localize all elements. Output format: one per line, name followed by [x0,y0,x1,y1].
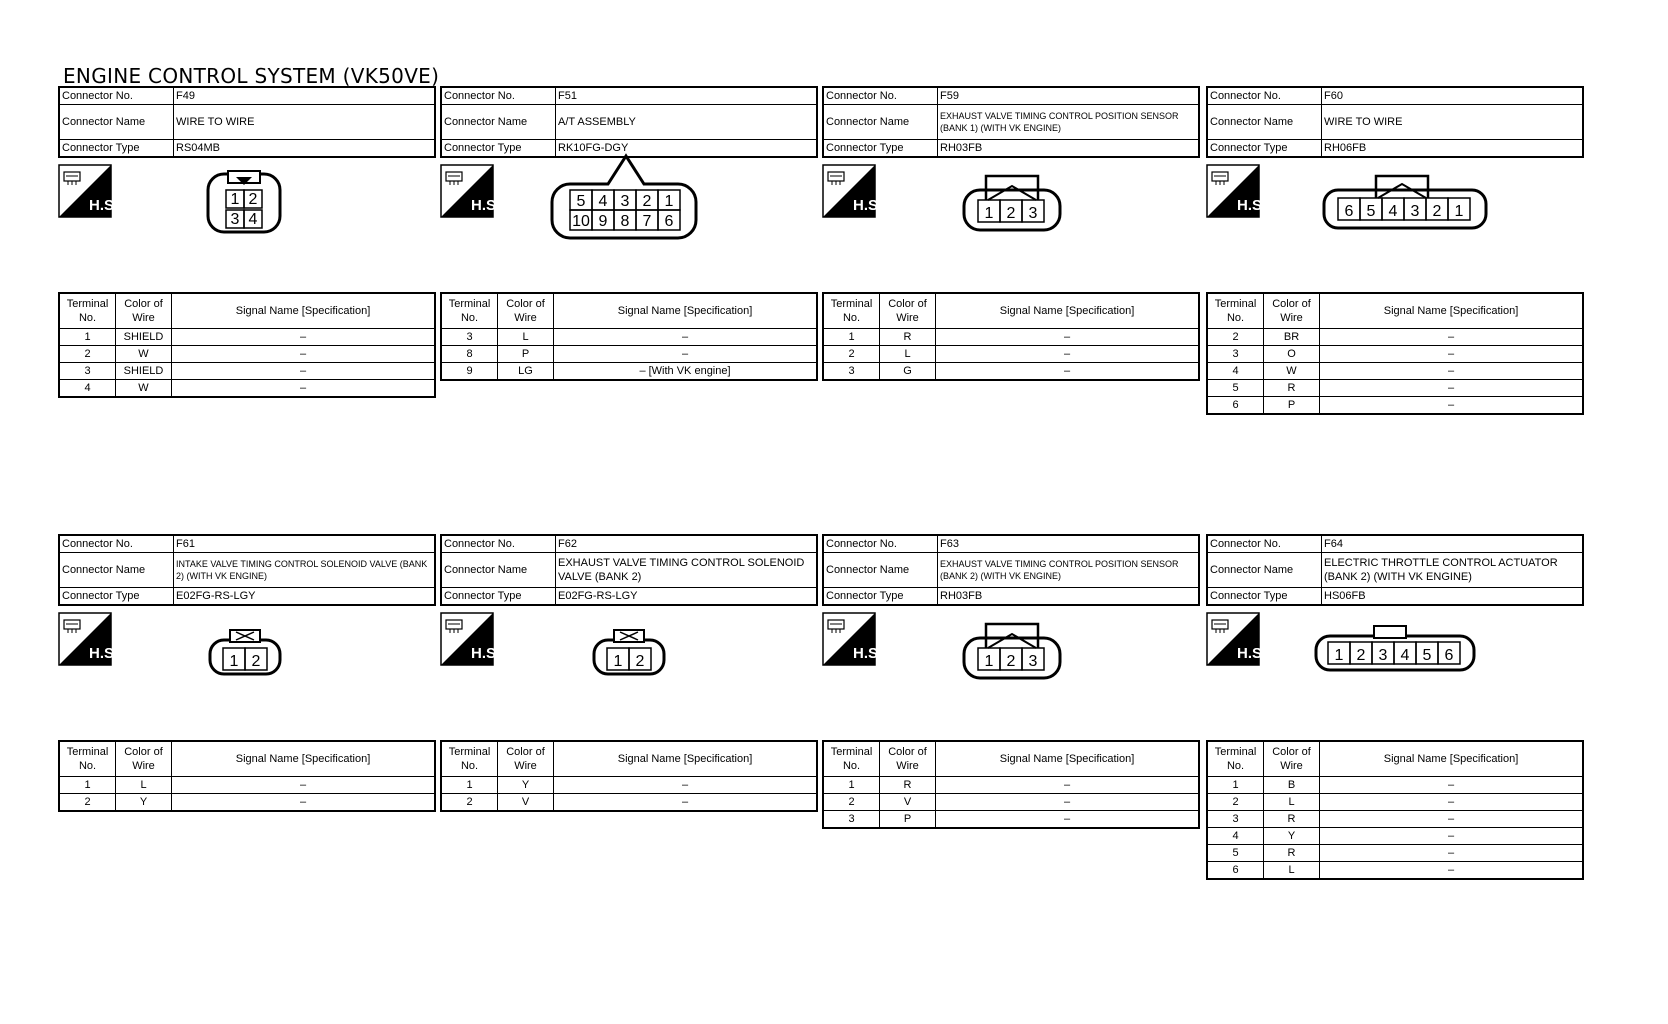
terminal-no-header: Terminal No. [823,741,880,777]
wire-color: L [1264,862,1320,880]
terminal-no: 3 [823,363,880,381]
connector-diagram [206,168,282,238]
signal-name: – [172,363,436,380]
wire-color: W [116,346,172,363]
hs-label: H.S. [853,197,883,214]
connector-type-label: Connector Type [1207,588,1322,606]
connector-type-label: Connector Type [59,140,174,158]
signal-name: – [With VK engine] [554,363,818,381]
wire-color: BR [1264,329,1320,346]
connector-type: RK10FG-DGY [556,140,818,158]
signal-name: – [554,794,818,812]
terminal-no: 6 [1207,862,1264,880]
pin-label: 2 [642,193,652,210]
pin-label: 3 [1028,653,1038,670]
signal-header: Signal Name [Specification] [1320,741,1584,777]
color-header: Color of Wire [116,741,172,777]
terminal-no: 2 [59,346,116,363]
connector-header-table [822,86,1200,158]
pin-label: 3 [1410,203,1420,220]
signal-name: – [1320,828,1584,845]
table-row [441,329,817,346]
harness-side-icon [440,164,501,218]
terminal-no: 4 [1207,363,1264,380]
terminal-no: 3 [1207,346,1264,363]
pin-label: 4 [598,193,608,210]
connector-header-table [58,534,436,606]
terminal-table [58,740,436,812]
connector-no: F59 [938,87,1200,105]
connector-type: E02FG-RS-LGY [556,588,818,606]
connector-name: INTAKE VALVE TIMING CONTROL SOLENOID VALVE (BANK 2) (WITH VK ENGINE) [174,553,436,588]
pin-label: 1 [1334,647,1344,664]
terminal-no-header: Terminal No. [1207,741,1264,777]
terminal-no-header: Terminal No. [441,741,498,777]
wire-color: Y [1264,828,1320,845]
connector-block-f60 [1206,86,1584,411]
signal-name: – [936,794,1200,811]
pin-label: 1 [229,653,239,670]
wire-color: V [498,794,554,812]
connector-type-label: Connector Type [59,588,174,606]
connector-name: WIRE TO WIRE [174,105,436,140]
connector-block-f62 [440,534,818,808]
connector-type-label: Connector Type [441,140,556,158]
terminal-no: 6 [1207,397,1264,415]
connector-header-table [440,534,818,606]
connector-no: F60 [1322,87,1584,105]
color-header: Color of Wire [1264,293,1320,329]
wire-color: W [116,380,172,398]
terminal-table [822,292,1200,381]
pin-label: 1 [984,205,994,222]
connector-diagram [208,626,282,682]
terminal-no: 5 [1207,845,1264,862]
table-row [59,329,435,346]
pin-label: 1 [984,653,994,670]
pin-label: 1 [664,193,674,210]
terminal-no-header: Terminal No. [59,293,116,329]
connector-name-label: Connector Name [1207,105,1322,140]
connector-diagram [962,172,1062,234]
connector-diagram [1320,172,1490,234]
connector-block-f64 [1206,534,1584,876]
hs-label: H.S. [853,645,883,662]
color-header: Color of Wire [1264,741,1320,777]
table-row [441,363,817,381]
connector-name: ELECTRIC THROTTLE CONTROL ACTUATOR (BANK 2) (WITH VK ENGINE) [1322,553,1584,588]
connector-header-table [1206,86,1584,158]
connector-header-table [58,86,436,158]
connector-name-label: Connector Name [59,105,174,140]
connector-no-label: Connector No. [823,87,938,105]
wire-color: L [880,346,936,363]
wire-color: R [1264,811,1320,828]
harness-side-icon [58,612,119,666]
connector-type: HS06FB [1322,588,1584,606]
wire-color: L [498,329,554,346]
harness-side-icon [822,164,883,218]
terminal-table [440,292,818,381]
connector-name: EXHAUST VALVE TIMING CONTROL SOLENOID VALVE (BANK 2) [556,553,818,588]
table-row [823,346,1199,363]
pin-label: 6 [1344,203,1354,220]
pin-label: 1 [613,653,623,670]
connector-diagram [592,626,666,682]
pin-label: 2 [1006,653,1016,670]
signal-name: – [172,380,436,398]
terminal-no: 1 [1207,777,1264,794]
table-row [441,794,817,812]
connector-type: RS04MB [174,140,436,158]
connector-type: E02FG-RS-LGY [174,588,436,606]
connector-header-table [440,86,818,158]
pin-label: 1 [1454,203,1464,220]
pin-label: 5 [1422,647,1432,664]
pin-label: 10 [572,213,590,230]
signal-name: – [936,777,1200,794]
harness-side-icon [1206,612,1267,666]
terminal-no: 2 [441,794,498,812]
signal-name: – [1320,363,1584,380]
terminal-no: 3 [441,329,498,346]
pin-label: 4 [248,211,258,228]
terminal-no: 1 [59,329,116,346]
harness-side-icon [58,164,119,218]
table-row [59,794,435,812]
wire-color: R [1264,380,1320,397]
terminal-no-header: Terminal No. [59,741,116,777]
connector-header-table [1206,534,1584,606]
table-row [1207,380,1583,397]
signal-header: Signal Name [Specification] [172,293,436,329]
connector-no: F61 [174,535,436,553]
signal-name: – [1320,380,1584,397]
connector-block-f59 [822,86,1200,377]
harness-side-icon [822,612,883,666]
connector-name-label: Connector Name [823,553,938,588]
connector-name-label: Connector Name [59,553,174,588]
signal-name: – [172,777,436,794]
connector-no: F63 [938,535,1200,553]
connector-no-label: Connector No. [823,535,938,553]
connector-no: F51 [556,87,818,105]
terminal-no: 2 [59,794,116,812]
terminal-no: 1 [823,777,880,794]
table-row [59,777,435,794]
table-row [1207,828,1583,845]
signal-name: – [936,811,1200,829]
pin-label: 2 [251,653,261,670]
pin-label: 9 [598,213,608,230]
pin-label: 3 [230,211,240,228]
table-row [823,329,1199,346]
connector-header-table [822,534,1200,606]
pin-label: 2 [1006,205,1016,222]
terminal-no-header: Terminal No. [441,293,498,329]
connector-name-label: Connector Name [823,105,938,140]
wire-color: R [1264,845,1320,862]
table-row [1207,845,1583,862]
connector-name: EXHAUST VALVE TIMING CONTROL POSITION SENSOR (BANK 2) (WITH VK ENGINE) [938,553,1200,588]
signal-name: – [1320,862,1584,880]
pin-label: 2 [635,653,645,670]
signal-name: – [1320,811,1584,828]
table-row [1207,811,1583,828]
color-header: Color of Wire [498,293,554,329]
table-row [441,777,817,794]
connector-no: F64 [1322,535,1584,553]
terminal-table [440,740,818,812]
connector-type: RH06FB [1322,140,1584,158]
terminal-no: 3 [1207,811,1264,828]
signal-name: – [172,794,436,812]
signal-header: Signal Name [Specification] [554,293,818,329]
terminal-no: 2 [1207,794,1264,811]
hs-label: H.S. [1237,645,1267,662]
wire-color: Y [116,794,172,812]
table-row [823,777,1199,794]
pin-label: 3 [1028,205,1038,222]
table-row [1207,346,1583,363]
color-header: Color of Wire [116,293,172,329]
table-row [1207,397,1583,415]
hs-label: H.S. [89,645,119,662]
terminal-no: 3 [823,811,880,829]
wire-color: P [498,346,554,363]
terminal-no: 9 [441,363,498,381]
table-row [1207,329,1583,346]
color-header: Color of Wire [880,741,936,777]
connector-name-label: Connector Name [441,553,556,588]
connector-block-f49 [58,86,436,394]
wire-color: SHIELD [116,363,172,380]
wire-color: O [1264,346,1320,363]
wire-color: G [880,363,936,381]
pin-label: 6 [664,213,674,230]
page-title: ENGINE CONTROL SYSTEM (VK50VE) [63,64,440,88]
signal-name: – [1320,794,1584,811]
wire-color: L [1264,794,1320,811]
terminal-no: 4 [1207,828,1264,845]
connector-no-label: Connector No. [1207,87,1322,105]
connector-no-label: Connector No. [441,87,556,105]
table-row [59,363,435,380]
signal-name: – [1320,397,1584,415]
signal-name: – [172,346,436,363]
harness-side-icon [440,612,501,666]
pin-label: 1 [230,191,240,208]
connector-block-f51 [440,86,818,377]
connector-type-label: Connector Type [1207,140,1322,158]
signal-name: – [554,329,818,346]
pin-label: 6 [1444,647,1454,664]
signal-name: – [1320,329,1584,346]
connector-diagram [1312,624,1478,674]
terminal-no-header: Terminal No. [1207,293,1264,329]
terminal-no: 3 [59,363,116,380]
connector-no-label: Connector No. [441,535,556,553]
connector-no: F49 [174,87,436,105]
terminal-no: 1 [441,777,498,794]
pin-label: 2 [1432,203,1442,220]
wire-color: L [116,777,172,794]
signal-name: – [1320,845,1584,862]
connector-type-label: Connector Type [441,588,556,606]
pin-label: 4 [1400,647,1410,664]
connector-no: F62 [556,535,818,553]
pin-label: 5 [576,193,586,210]
connector-type-label: Connector Type [823,140,938,158]
connector-no-label: Connector No. [59,87,174,105]
wire-color: LG [498,363,554,381]
table-row [1207,794,1583,811]
connector-name-label: Connector Name [441,105,556,140]
terminal-no-header: Terminal No. [823,293,880,329]
signal-name: – [554,777,818,794]
terminal-no: 2 [823,794,880,811]
signal-header: Signal Name [Specification] [554,741,818,777]
hs-label: H.S. [89,197,119,214]
hs-label: H.S. [471,197,501,214]
table-row [823,363,1199,381]
hs-label: H.S. [1237,197,1267,214]
table-row [59,380,435,398]
pin-label: 2 [248,191,258,208]
signal-header: Signal Name [Specification] [1320,293,1584,329]
connector-name: A/T ASSEMBLY [556,105,818,140]
color-header: Color of Wire [498,741,554,777]
table-row [1207,363,1583,380]
signal-name: – [1320,777,1584,794]
connector-diagram [962,620,1062,682]
connector-type: RH03FB [938,140,1200,158]
wire-color: SHIELD [116,329,172,346]
terminal-no: 1 [59,777,116,794]
connector-no-label: Connector No. [1207,535,1322,553]
connector-diagram [552,154,698,244]
wire-color: B [1264,777,1320,794]
connector-type: RH03FB [938,588,1200,606]
wire-color: P [880,811,936,829]
pin-label: 8 [620,213,630,230]
pin-label: 5 [1366,203,1376,220]
terminal-table [1206,740,1584,880]
terminal-no: 1 [823,329,880,346]
signal-name: – [936,346,1200,363]
wire-color: R [880,329,936,346]
pin-label: 2 [1356,647,1366,664]
connector-block-f63 [822,534,1200,825]
signal-header: Signal Name [Specification] [172,741,436,777]
pin-label: 7 [642,213,652,230]
wire-color: V [880,794,936,811]
terminal-table [58,292,436,398]
table-row [59,346,435,363]
color-header: Color of Wire [880,293,936,329]
connector-name: WIRE TO WIRE [1322,105,1584,140]
connector-name-label: Connector Name [1207,553,1322,588]
table-row [1207,862,1583,880]
connector-name: EXHAUST VALVE TIMING CONTROL POSITION SENSOR (BANK 1) (WITH VK ENGINE) [938,105,1200,140]
signal-name: – [554,346,818,363]
wire-color: R [880,777,936,794]
table-row [823,811,1199,829]
connector-no-label: Connector No. [59,535,174,553]
connector-block-f61 [58,534,436,808]
terminal-no: 8 [441,346,498,363]
table-row [441,346,817,363]
signal-header: Signal Name [Specification] [936,293,1200,329]
pin-label: 4 [1388,203,1398,220]
signal-name: – [1320,346,1584,363]
connector-type-label: Connector Type [823,588,938,606]
terminal-no: 2 [823,346,880,363]
hs-label: H.S. [471,645,501,662]
signal-name: – [172,329,436,346]
table-row [823,794,1199,811]
pin-label: 3 [620,193,630,210]
table-row [1207,777,1583,794]
terminal-table [822,740,1200,829]
harness-side-icon [1206,164,1267,218]
pin-label: 3 [1378,647,1388,664]
signal-header: Signal Name [Specification] [936,741,1200,777]
wire-color: Y [498,777,554,794]
terminal-no: 2 [1207,329,1264,346]
terminal-table [1206,292,1584,415]
wire-color: W [1264,363,1320,380]
terminal-no: 5 [1207,380,1264,397]
signal-name: – [936,329,1200,346]
signal-name: – [936,363,1200,381]
wire-color: P [1264,397,1320,415]
terminal-no: 4 [59,380,116,398]
